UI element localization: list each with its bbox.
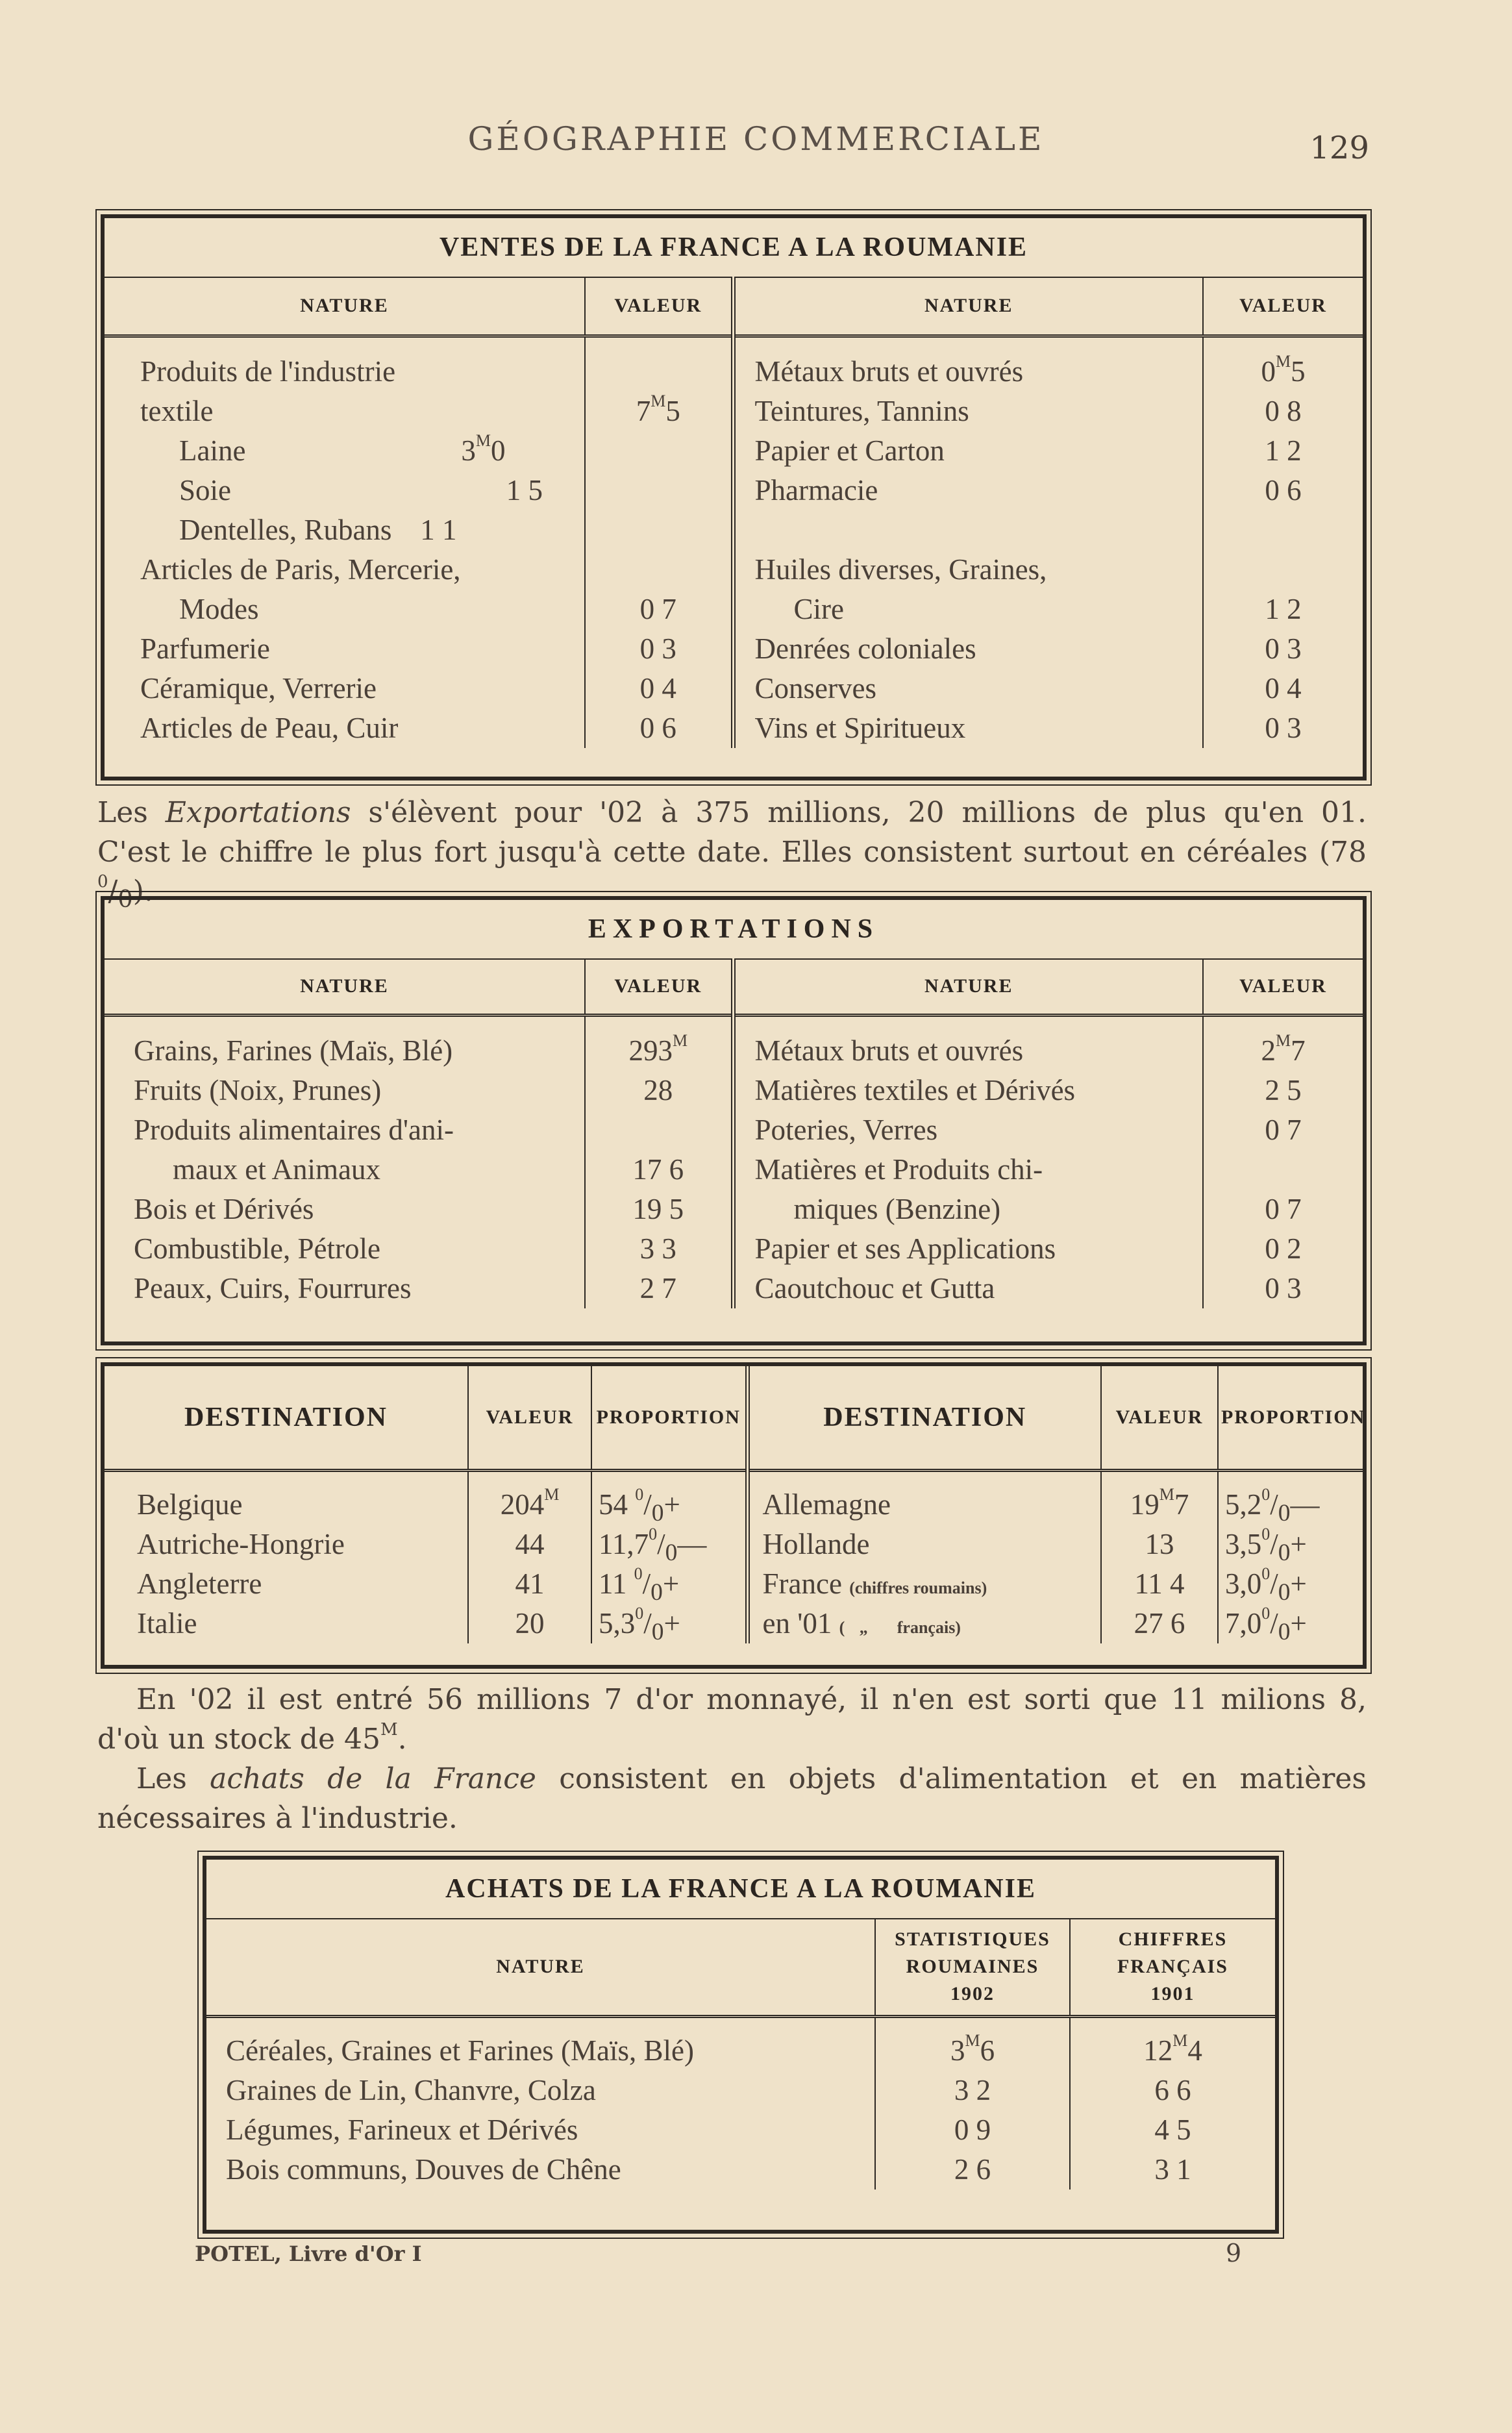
ventes-col-valeur-left: VALEUR bbox=[585, 277, 733, 336]
exportations-right-natures bbox=[733, 1015, 1203, 1308]
destination-right-values: $19^M7$ 13 11 4 27 6 bbox=[1101, 1470, 1218, 1643]
exportations-right-row: Caoutchouc et Gutta bbox=[754, 1271, 995, 1304]
ventes-right-row: Pharmacie bbox=[754, 473, 878, 506]
ventes-right-value: 0 3 bbox=[1265, 711, 1302, 744]
achats-table bbox=[203, 1856, 1279, 2234]
exportations-left-values bbox=[585, 1015, 733, 1308]
destination-left-row: Angleterre bbox=[137, 1567, 262, 1600]
ventes-left-row: textile bbox=[140, 394, 214, 427]
ventes-left-row: Modes bbox=[179, 592, 259, 625]
ventes-col-nature-right: NATURE bbox=[733, 277, 1203, 336]
ventes-left-row: Dentelles, Rubans 1 1 bbox=[179, 513, 457, 546]
ventes-right-row: Huiles diverses, Graines, bbox=[754, 553, 1047, 586]
exportations-left-row: Produits alimentaires d'ani- bbox=[134, 1113, 454, 1146]
ventes-left-row: Articles de Peau, Cuir bbox=[140, 711, 399, 744]
destination-left-row: Italie bbox=[137, 1606, 197, 1640]
exportations-emphasis: Exportations bbox=[165, 796, 351, 829]
exportations-left-row: Fruits (Noix, Prunes) bbox=[134, 1073, 382, 1106]
destination-right-row: en '01 ( „ français) bbox=[762, 1606, 961, 1640]
achats-row: Graines de Lin, Chanvre, Colza bbox=[226, 2073, 596, 2106]
exportations-right-row: Métaux bruts et ouvrés bbox=[754, 1034, 1024, 1067]
exportations-right-value: 0 7 bbox=[1265, 1192, 1302, 1225]
achats-chif-values: $12^M4$ 6 6 4 5 3 1 bbox=[1143, 2030, 1202, 2186]
destination-left-values: $204^M$ 44 41 20 bbox=[468, 1470, 591, 1643]
exportations-right-row: Matières textiles et Dérivés bbox=[754, 1073, 1076, 1106]
ventes-left-row: Articles de Paris, Mercerie, bbox=[140, 553, 461, 586]
destination-left-row: Autriche-Hongrie bbox=[137, 1527, 345, 1560]
destination-col-valeur-right: VALEUR bbox=[1101, 1366, 1218, 1470]
destination-left-row: Belgique bbox=[137, 1488, 243, 1521]
page-number: 129 bbox=[1309, 130, 1369, 166]
achats-row: Céréales, Graines et Farines (Maïs, Blé) bbox=[226, 2034, 695, 2067]
destination-right-row: France (chiffres roumains) bbox=[762, 1567, 987, 1600]
exportations-left-row: Peaux, Cuirs, Fourrures bbox=[134, 1271, 412, 1304]
achats-row: Bois communs, Douves de Chêne bbox=[226, 2152, 621, 2186]
exportations-left-value: 2 7 bbox=[639, 1271, 676, 1304]
ventes-right-row: Teintures, Tannins bbox=[754, 394, 969, 427]
exportations-right-row: Poteries, Verres bbox=[754, 1113, 938, 1146]
destination-table bbox=[101, 1362, 1367, 1669]
ventes-right-row: Cire bbox=[793, 592, 844, 625]
exportations-right-value: $2^M7$ bbox=[1261, 1030, 1306, 1067]
ventes-left-row: Produits de l'industrie bbox=[140, 355, 396, 388]
exportations-col-valeur-right: VALEUR bbox=[1203, 959, 1363, 1015]
destination-col-dest-left: DESTINATION bbox=[105, 1366, 468, 1470]
running-title: GÉOGRAPHIE COMMERCIALE bbox=[467, 120, 1045, 158]
ventes-right-row: Papier et Carton bbox=[754, 434, 945, 467]
ventes-left-row: Parfumerie bbox=[140, 632, 270, 665]
destination-right-names bbox=[747, 1470, 1101, 1643]
ventes-col-nature-left: NATURE bbox=[105, 277, 585, 336]
achats-col-chiffres: CHIFFRES FRANÇAIS 1901 bbox=[1070, 1919, 1275, 2016]
destination-col-valeur-left: VALEUR bbox=[468, 1366, 591, 1470]
exportations-table bbox=[101, 896, 1367, 1345]
destination-left-props: 54 $^0/_0+$ $11,7^0/_0—$ 11 $^0/_0+$ $5,3^0/_0+$ bbox=[591, 1470, 747, 1643]
exportations-right-value: 0 7 bbox=[1265, 1113, 1302, 1146]
exportations-right-value: 0 3 bbox=[1265, 1271, 1302, 1304]
exportations-left-value: $293^M$ bbox=[628, 1030, 688, 1067]
ventes-right-values bbox=[1203, 336, 1363, 748]
ventes-col-valeur-right: VALEUR bbox=[1203, 277, 1363, 336]
ventes-title: VENTES DE LA FRANCE A LA ROUMANIE bbox=[105, 218, 1363, 277]
ventes-left-value: 0 6 bbox=[639, 711, 676, 744]
destination-col-prop-left: PROPORTION bbox=[591, 1366, 747, 1470]
ventes-table bbox=[101, 214, 1367, 780]
exportations-left-row: Bois et Dérivés bbox=[134, 1192, 314, 1225]
ventes-left-row: Soie 1 5 bbox=[179, 473, 543, 506]
achats-col-statistiques: STATISTIQUES ROUMAINES 1902 bbox=[875, 1919, 1070, 2016]
ventes-right-row: Conserves bbox=[754, 671, 876, 705]
achats-emphasis: achats de la France bbox=[210, 1762, 536, 1795]
exportations-left-row: Combustible, Pétrole bbox=[134, 1232, 380, 1265]
exportations-left-row: Grains, Farines (Maïs, Blé) bbox=[134, 1034, 453, 1067]
exportations-left-value: 17 6 bbox=[632, 1153, 684, 1186]
destination-col-dest-right: DESTINATION bbox=[747, 1366, 1101, 1470]
ventes-right-row: Denrées coloniales bbox=[754, 632, 976, 665]
ventes-left-natures bbox=[105, 336, 585, 748]
exportations-right-values bbox=[1203, 1015, 1363, 1308]
ventes-left-value: 0 4 bbox=[639, 671, 676, 705]
ventes-right-row: Métaux bruts et ouvrés bbox=[754, 355, 1024, 388]
footer-signature: POTEL, Livre d'Or I bbox=[195, 2241, 422, 2266]
achats-col-nature: NATURE bbox=[206, 1919, 875, 2016]
exportations-left-natures bbox=[105, 1015, 585, 1308]
gold-paragraph: En '02 il est entré 56 millions 7 d'or monnayé, il n'en est sorti que 11 milions 8, d'où un stock de $45^M$. Les achats de la France consistent en objets d'alimentation et en matières nécessaires à l'industrie. bbox=[97, 1683, 1367, 1835]
exportations-title: EXPORTATIONS bbox=[105, 900, 1363, 959]
exportations-right-value: 0 2 bbox=[1265, 1232, 1302, 1265]
exportations-left-value: 28 bbox=[643, 1073, 673, 1106]
ventes-left-row: Laine $3^M0$ bbox=[179, 430, 506, 467]
exportations-col-valeur-left: VALEUR bbox=[585, 959, 733, 1015]
destination-left-names bbox=[105, 1470, 468, 1643]
exportations-col-nature-left: NATURE bbox=[105, 959, 585, 1015]
achats-stat-values: $3^M6$ 3 2 0 9 2 6 bbox=[875, 2016, 1070, 2190]
exportations-right-value: 2 5 bbox=[1265, 1073, 1302, 1106]
ventes-left-value: 0 7 bbox=[639, 592, 676, 625]
ventes-right-value: 0 4 bbox=[1265, 671, 1302, 705]
achats-row: Légumes, Farineux et Dérivés bbox=[226, 2113, 578, 2146]
exportations-left-row: maux et Animaux bbox=[173, 1153, 380, 1186]
destination-right-props: $5,2^0/_0—$ $3,5^0/_0+$ $3,0^0/_0+$ $7,0^0/_0+$ bbox=[1225, 1484, 1320, 1645]
achats-title: ACHATS DE LA FRANCE A LA ROUMANIE bbox=[206, 1860, 1275, 1919]
ventes-left-row: Céramique, Verrerie bbox=[140, 671, 377, 705]
ventes-right-natures bbox=[733, 336, 1203, 748]
destination-col-prop-right: PROPORTION bbox=[1218, 1366, 1363, 1470]
destination-right-row: Allemagne bbox=[762, 1488, 891, 1521]
ventes-right-value: 1 2 bbox=[1265, 592, 1302, 625]
footer-sheet-number: 9 bbox=[1226, 2239, 1242, 2267]
destination-right-row: Hollande bbox=[762, 1527, 870, 1560]
exportations-left-value: 19 5 bbox=[632, 1192, 684, 1225]
ventes-right-row: Vins et Spiritueux bbox=[754, 711, 966, 744]
ventes-right-value: 0 8 bbox=[1265, 394, 1302, 427]
ventes-right-value: 1 2 bbox=[1265, 434, 1302, 467]
exportations-paragraph: Les Exportations s'élèvent pour '02 à 375 millions, 20 millions de plus qu'en 01. C'est le chiffre le plus fort jusqu'à cette date. Elles consistent surtout en céréales (78 $^0/_0$). bbox=[97, 796, 1367, 913]
ventes-left-values bbox=[585, 336, 733, 748]
ventes-right-value: $0^M5$ bbox=[1261, 351, 1306, 388]
ventes-right-value: 0 3 bbox=[1265, 632, 1302, 665]
ventes-left-value: 0 3 bbox=[639, 632, 676, 665]
exportations-right-row: Papier et ses Applications bbox=[754, 1232, 1056, 1265]
exportations-col-nature-right: NATURE bbox=[733, 959, 1203, 1015]
exportations-right-row: miques (Benzine) bbox=[793, 1192, 1001, 1225]
exportations-right-row: Matières et Produits chi- bbox=[754, 1153, 1043, 1186]
ventes-left-value: $7^M5$ bbox=[636, 391, 680, 427]
ventes-right-value: 0 6 bbox=[1265, 473, 1302, 506]
achats-natures bbox=[206, 2016, 875, 2190]
exportations-left-value: 3 3 bbox=[639, 1232, 676, 1265]
